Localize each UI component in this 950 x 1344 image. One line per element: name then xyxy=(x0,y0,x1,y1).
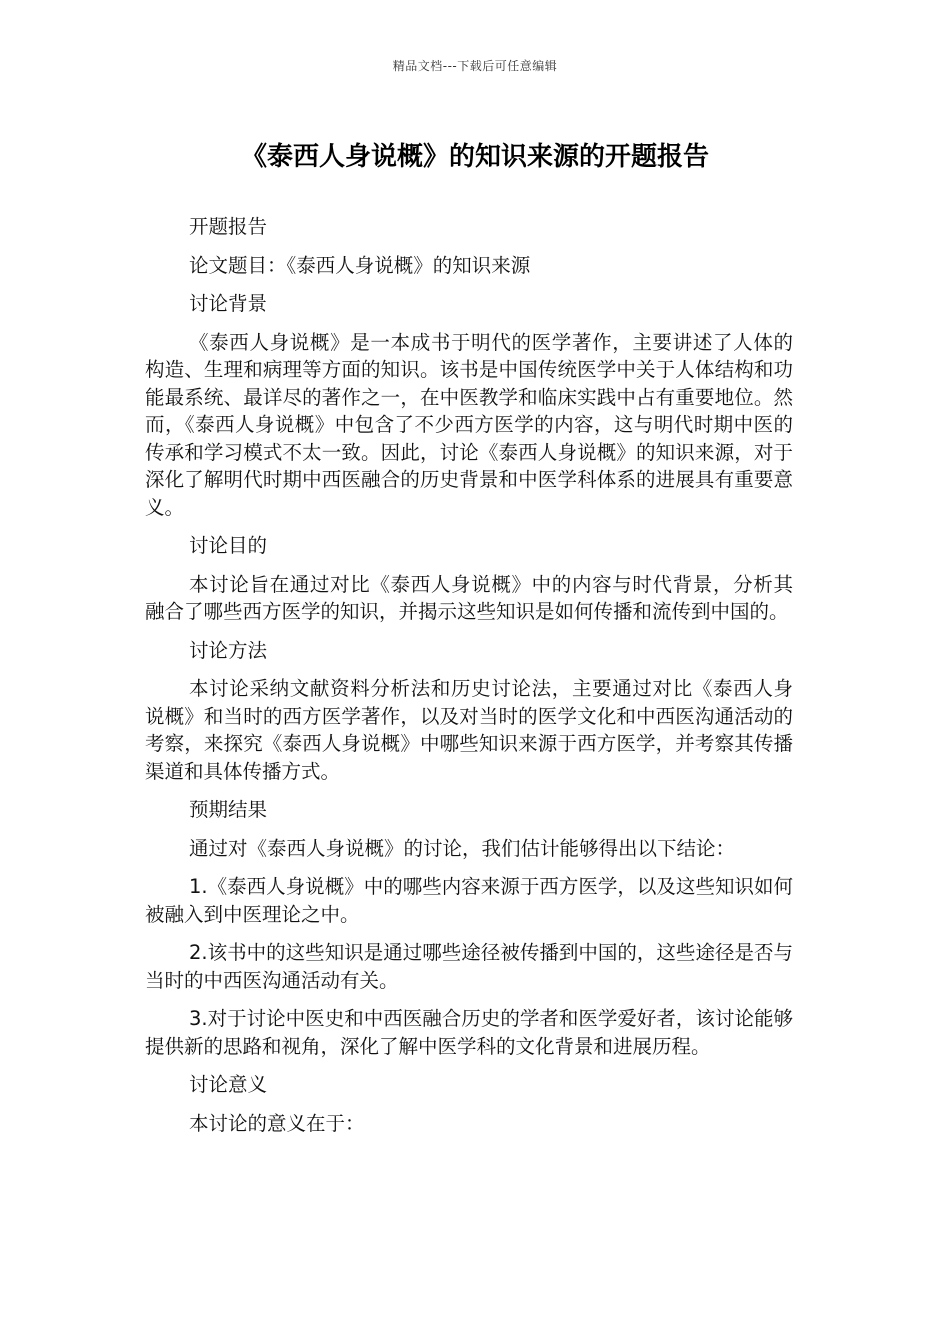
significance-heading: 讨论意义 xyxy=(189,1073,268,1096)
results-intro: 通过对《泰西人身说概》的讨论，我们估计能够得出以下结论： xyxy=(189,836,736,860)
result-item-2: 2.该书中的这些知识是通过哪些途径被传播到中国的，这些途径是否与当时的中西医沟通活动有关。 xyxy=(145,941,793,992)
result-item-1: 1.《泰西人身说概》中的哪些内容来源于西方医学，以及这些知识如何被融入到中医理论之中。 xyxy=(145,875,793,926)
thesis-title: 论文题目：《泰西人身说概》的知识来源 xyxy=(189,253,531,277)
method-paragraph: 本讨论采纳文献资料分析法和历史讨论法，主要通过对比《泰西人身说概》和当时的西方医学著作，以及对当时的医学文化和中西医沟通活动的考察，来探究《泰西人身说概》中哪些知识来源于西方医学，并考察其传播渠道和具体传播方式。 xyxy=(145,677,793,783)
results-heading: 预期结果 xyxy=(189,798,268,821)
document-title: 《泰西人身说概》的知识来源的开题报告 xyxy=(240,142,709,172)
background-paragraph: 《泰西人身说概》是一本成书于明代的医学著作，主要讲述了人体的构造、生理和病理等方面的知识。该书是中国传统医学中关于人体结构和功能最系统、最详尽的著作之一，在中医教学和临床实践中占有重要地位。然而，《泰西人身说概》中包含了不少西方医学的内容，这与明代时期中医的传承和学习模式不太一致。因此，讨论《泰西人身说概》的知识来源，对于深化了解明代时期中西医融合的历史背景和中医学科体系的进展具有重要意义。 xyxy=(145,330,793,519)
purpose-paragraph: 本讨论旨在通过对比《泰西人身说概》中的内容与时代背景，分析其融合了哪些西方医学的知识，并揭示这些知识是如何传播和流传到中国的。 xyxy=(145,572,793,623)
purpose-heading: 讨论目的 xyxy=(189,534,268,557)
method-heading: 讨论方法 xyxy=(189,638,268,662)
background-heading: 讨论背景 xyxy=(189,292,268,315)
significance-intro: 本讨论的意义在于： xyxy=(189,1111,365,1135)
document-body xyxy=(145,213,793,1148)
report-label: 开题报告 xyxy=(189,215,268,238)
result-item-3: 3.对于讨论中医史和中西医融合历史的学者和医学爱好者，该讨论能够提供新的思路和视角，深化了解中医学科的文化背景和进展历程。 xyxy=(145,1007,793,1058)
header-note: 精品文档---下载后可任意编辑 xyxy=(392,59,558,73)
